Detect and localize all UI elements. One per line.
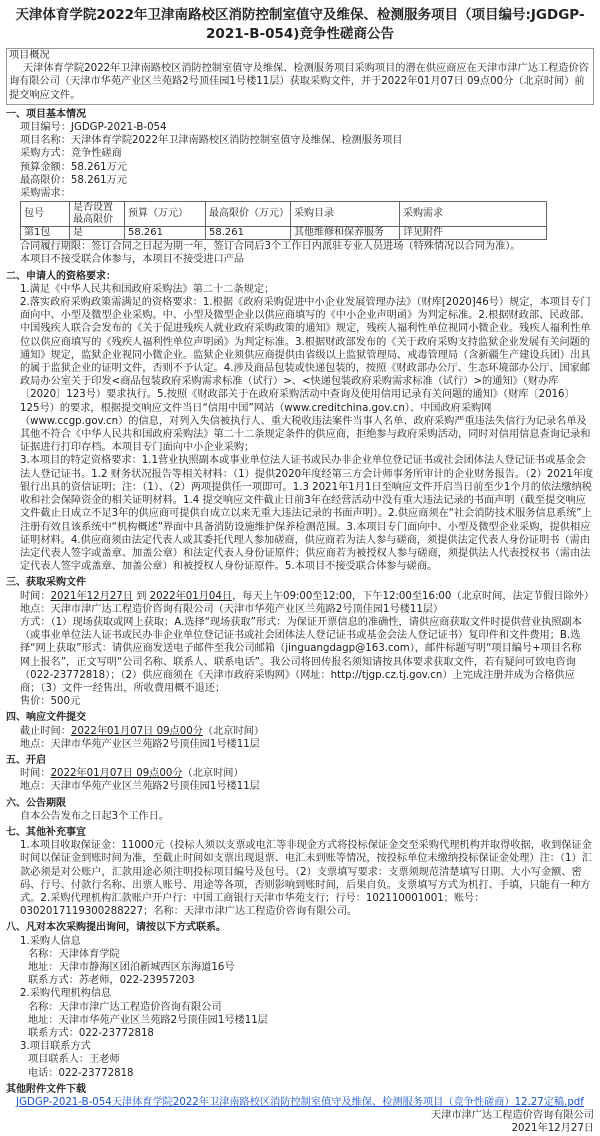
acquire-place: 地点：天津市津广达工程造价咨询有限公司（天津市华苑产业区兰苑路2号顶佳园1号楼11层） [20, 603, 444, 615]
overview-text: 天津体育学院2022年卫津南路校区消防控制室值守及维保、检测服务项目采购项目的潜在供应商应在天津市津广达工程造价咨询有限公司（天津市华苑产业区兰苑路2号顶佳园1号楼11层）获取采购文件，并于2022年01月07日 09点00分（北京时间）前提交响应文件。 [9, 63, 589, 101]
section-1-lines [6, 121, 594, 200]
agent-contact: 联系方式：022-23772818 [28, 1028, 154, 1040]
submit-deadline-suffix: （北京时间） [202, 725, 265, 737]
overview-label: 项目概况 [9, 50, 50, 61]
table-cell: 58.261 [125, 227, 206, 240]
table-header: 是否设置最高限价 [70, 202, 125, 227]
announcement-period: 自本公告发布之日起3个工作日。 [20, 810, 170, 822]
project-name: 项目名称：天津体育学院2022年卫津南路校区消防控制室值守及维保、检测服务项目 [20, 135, 403, 147]
project-number: 项目编号：JGDGP-2021-B-054 [20, 122, 167, 134]
announcement-page [6, 0, 594, 1136]
acquire-price: 售价：500元 [20, 696, 81, 708]
table-cell: 是 [70, 227, 125, 240]
attachments-heading: 其他附件文件下载 [6, 1083, 86, 1095]
table-cell: 详见附件 [400, 227, 547, 240]
contract-period: 合同履行期限：签订合同之日起为期一年，签订合同后3个工作日内派驻专业人员进场（特殊情况以合同为准）。 [20, 241, 521, 253]
package-table [20, 201, 547, 240]
section-7-heading: 七、其他补充事宜 [6, 826, 86, 838]
table-cell: 第1包 [21, 227, 70, 240]
agent-address: 地址：天津市华苑产业区兰苑路2号顶佳园1号楼11层 [28, 1014, 268, 1026]
supplementary-text: 1.本项目收取保证金：11000元（投标人须以支票或电汇等非现金方式将投标保证金交至采购代理机构并取得收据，收到保证金时间以保证金到账时间为准，至截止时间如支票出现退票、电汇未到账等情况，按投标单位未缴纳投标保证金处理）注：（1）汇款必须是对公账户，汇款用途必须注明投标项目编号及包号。（2）支票填写要求：支票须规范清楚填写日期、大小写金额、密码、行号、付款行名称、出票人账号、用途等各项，否则影响到账时间，后果自负。支票填写方式为机打、手填，只能有一种方式。2.采购代理机构汇款账户开户行：中国工商银行天津市华苑支行；行号：102110001001；账号：0302017119300288227；名称：天津市津广达工程造价咨询有限公司。 [20, 840, 592, 918]
agent-name: 名称：天津市津广达工程造价咨询有限公司 [28, 1001, 222, 1013]
page-title: 天津体育学院2022年卫津南路校区消防控制室值守及维保、检测服务项目（项目编号:JGDGP-2021-B-054)竞争性磋商公告 [15, 7, 585, 42]
table-header: 包号 [21, 202, 70, 227]
acquire-time [6, 590, 594, 603]
table-cell: 其他维修和保养服务 [291, 227, 400, 240]
submit-deadline-prefix: 截止时间： [20, 725, 71, 737]
qualification-2: 2.落实政府采购政策需满足的资格要求：1.根据《政府采购促进中小企业发展管理办法》（财库[2020]46号）规定，本项目专门面向中、小型及微型企业采购。中、小型及微型企业以供应商填写的《中小企业声明函》为判定标准。2.根据财政部、民政部、中国残疾人联合会发布的《关于促进残疾人就业政府采购政策的通知》规定，残疾人福利性单位视同小微企业。残疾人福利性单位以供应商填写的《残疾人福利性单位声明函》为判定标准。3.根据财政部发布的《关于政府采购支持监狱企业发展有关问题的通知》规定，监狱企业视同小微企业。监狱企业须供应商提供由省级以上监狱管理局、戒毒管理局（含新疆生产建设兵团）出具的属于监狱企业的证明文件，否则不予认定。4.涉及商品包装或快递包装的，按照《财政部办公厅、生态环境部办公厅、国家邮政局办公室关于印发<商品包装政府采购需求标准（试行）>、<快递包装政府采购需求标准（试行）>的通知》（财办库〔2020〕123号）要求执行。5.按照《财政部关于在政府采购活动中查询及使用信用记录有关问题的通知》（财库〔2016〕125号）的要求，根据提交响应文件当日“信用中国”网站（www.creditchina.gov.cn）、中国政府采购网（www.ccgp.gov.cn）的信息，对列入失信被执行人、重大税收违法案件当事人名单、政府采购严重违法失信行为记录名单及其他不符合《中华人民共和国政府采购法》第二十二条规定条件的供应商，拒绝参与政府采购活动，同时对信用信息查询记录和证据进行打印存档。本项目专门面向中小企业采购； [20, 297, 591, 454]
submit-deadline-date: 2022年01月07日 09点00分 [70, 725, 203, 737]
acquire-start-date: 2021年12月27日 [50, 590, 133, 602]
purchaser-title: 1.采购人信息 [20, 935, 81, 947]
purchaser-name: 名称：天津体育学院 [28, 948, 120, 960]
consortium-note: 本项目不接受联合体参与，本项目不接受进口产品 [20, 254, 245, 266]
purchaser-contact: 联系方式：苏老师，022-23957203 [28, 975, 195, 987]
table-header: 采购需求 [400, 202, 547, 227]
section-4-heading: 四、响应文件提交 [6, 712, 86, 724]
table-header-row [21, 202, 547, 227]
table-header: 最高限价（万元） [206, 202, 291, 227]
opening-time-date: 2022年01月07日 09点00分 [50, 768, 183, 780]
section-2-heading: 二、申请人的资格要求： [6, 270, 116, 282]
submit-place: 地点：天津市华苑产业区兰苑路2号顶佳园1号楼11层 [20, 738, 260, 750]
requirements-label: 采购需求： [20, 188, 71, 200]
footer-date: 2021年12月27日 [511, 1123, 594, 1135]
procurement-method: 采购方式：竞争性磋商 [20, 148, 122, 160]
section-6-heading: 六、公告期限 [6, 797, 66, 809]
submit-deadline [6, 725, 594, 738]
overview-box [6, 48, 594, 105]
opening-time [6, 767, 594, 780]
section-5-heading: 五、开启 [6, 754, 46, 766]
acquire-time-suffix: ，每天上午09:00至12:00，下午12:00至16:00（北京时间，法定节假日除外） [232, 590, 595, 602]
opening-place: 地点：天津市华苑产业区兰苑路2号顶佳园1号楼11层 [20, 781, 260, 793]
acquire-end-date: 2022年01月04日 [149, 590, 233, 602]
project-contact-phone: 电话：022-23772818 [28, 1067, 134, 1079]
max-price: 最高限价：58.261万元 [20, 174, 127, 186]
budget-amount: 预算金额：58.261万元 [20, 161, 127, 173]
table-header: 预算（万元） [125, 202, 206, 227]
project-contact-title: 3.项目联系方式 [20, 1041, 91, 1053]
section-1-heading: 一、项目基本情况 [6, 108, 86, 120]
project-contact-person: 项目联系人：王老师 [28, 1054, 120, 1066]
footer-company: 天津市津广达工程造价咨询有限公司 [431, 1110, 594, 1122]
acquire-time-mid: 到 [132, 590, 150, 602]
acquire-method: 方式：（1）现场获取或网上获取；A.选择“现场获取”形式：为保证开票信息的准确性，请供应商获取文件时提供营业执照副本（或事业单位法人证书或民办非企业单位登记证书或社会团体法人登记证书或基金会法人登记证书）复印件和文件费用；B.选择“网上获取”形式：请供应商发送电子邮件至我公司邮箱（jinguangdagp@163.com），邮件标题写明“项目编号+项目名称 网上报名”，正文写明“公司名称、联系人、联系电话”。我公司将回传报名须知请按具体要求获取文件，若有疑问可致电咨询（022-23772818）；（2）供应商须在《天津市政府采购网》（网址：http://tjgp.cz.tj.gov.cn）上完成注册并成为合格供应商；（3）文件一经售出，所收费用概不退还； [20, 616, 582, 694]
table-header: 采购目录 [291, 202, 400, 227]
qualification-3: 3.本项目的特定资格要求：1.1营业执照副本或事业单位法人证书或民办非企业单位登记证书或社会团体法人登记证书或基金会法人登记证书。1.2 财务状况报告等相关材料：（1）提供2020年度经第三方会计师事务所审计的企业财务报告。（2）2021年度银行出具的资信证明；注：（1）、（2）两项提供任一项即可。1.3 2021年1月1日至响应文件开启当日前至少1个月的依法缴纳税收和社会保障资金的相关证明材料。1.4 提交响应文件截止日前3年在经营活动中没有重大违法记录的书面声明（截至提交响应文件截止日成立不足3年的供应商可提供自成立以来无重大违法记录的书面声明）。2.供应商须在“社会消防技术服务信息系统”上注册有效且该系统中“机构概述”界面中具备消防设施维护保养检测范围。3.本项目专门面向中、小型及微型企业采购，提供相应证明材料。4.供应商须由法定代表人或其委托代理人参加磋商，供应商若为法人参与磋商，须提供法定代表人身份证明书（需由法定代表人签字或盖章、加盖公章）和法定代表人身份证原件；供应商若为被授权人参与磋商，须提供法人代表授权书（需由法定代表人签字或盖章、加盖公章）和被授权人身份证原件。5.本项目不接受联合体参与磋商。 [20, 455, 594, 573]
acquire-time-prefix: 时间： [20, 590, 51, 602]
attachment-link[interactable]: JGDGP-2021-B-054天津体育学院2022年卫津南路校区消防控制室值守及维保、检测服务项目（竞争性磋商）12.27定稿.pdf [16, 1097, 584, 1109]
opening-time-prefix: 时间： [20, 768, 51, 780]
agent-title: 2.采购代理机构信息 [20, 988, 112, 1000]
opening-time-suffix: （北京时间） [182, 768, 244, 780]
qualification-1: 1.满足《中华人民共和国政府采购法》第二十二条规定； [20, 283, 275, 295]
table-row [21, 227, 547, 240]
section-8-heading: 八、凡对本次采购提出询问，请按以下方式联系。 [6, 922, 226, 934]
purchaser-address: 地址：天津市静海区团泊新城西区东海道16号 [28, 962, 235, 973]
table-cell: 58.261 [206, 227, 291, 240]
section-3-heading: 三、获取采购文件 [6, 577, 86, 589]
